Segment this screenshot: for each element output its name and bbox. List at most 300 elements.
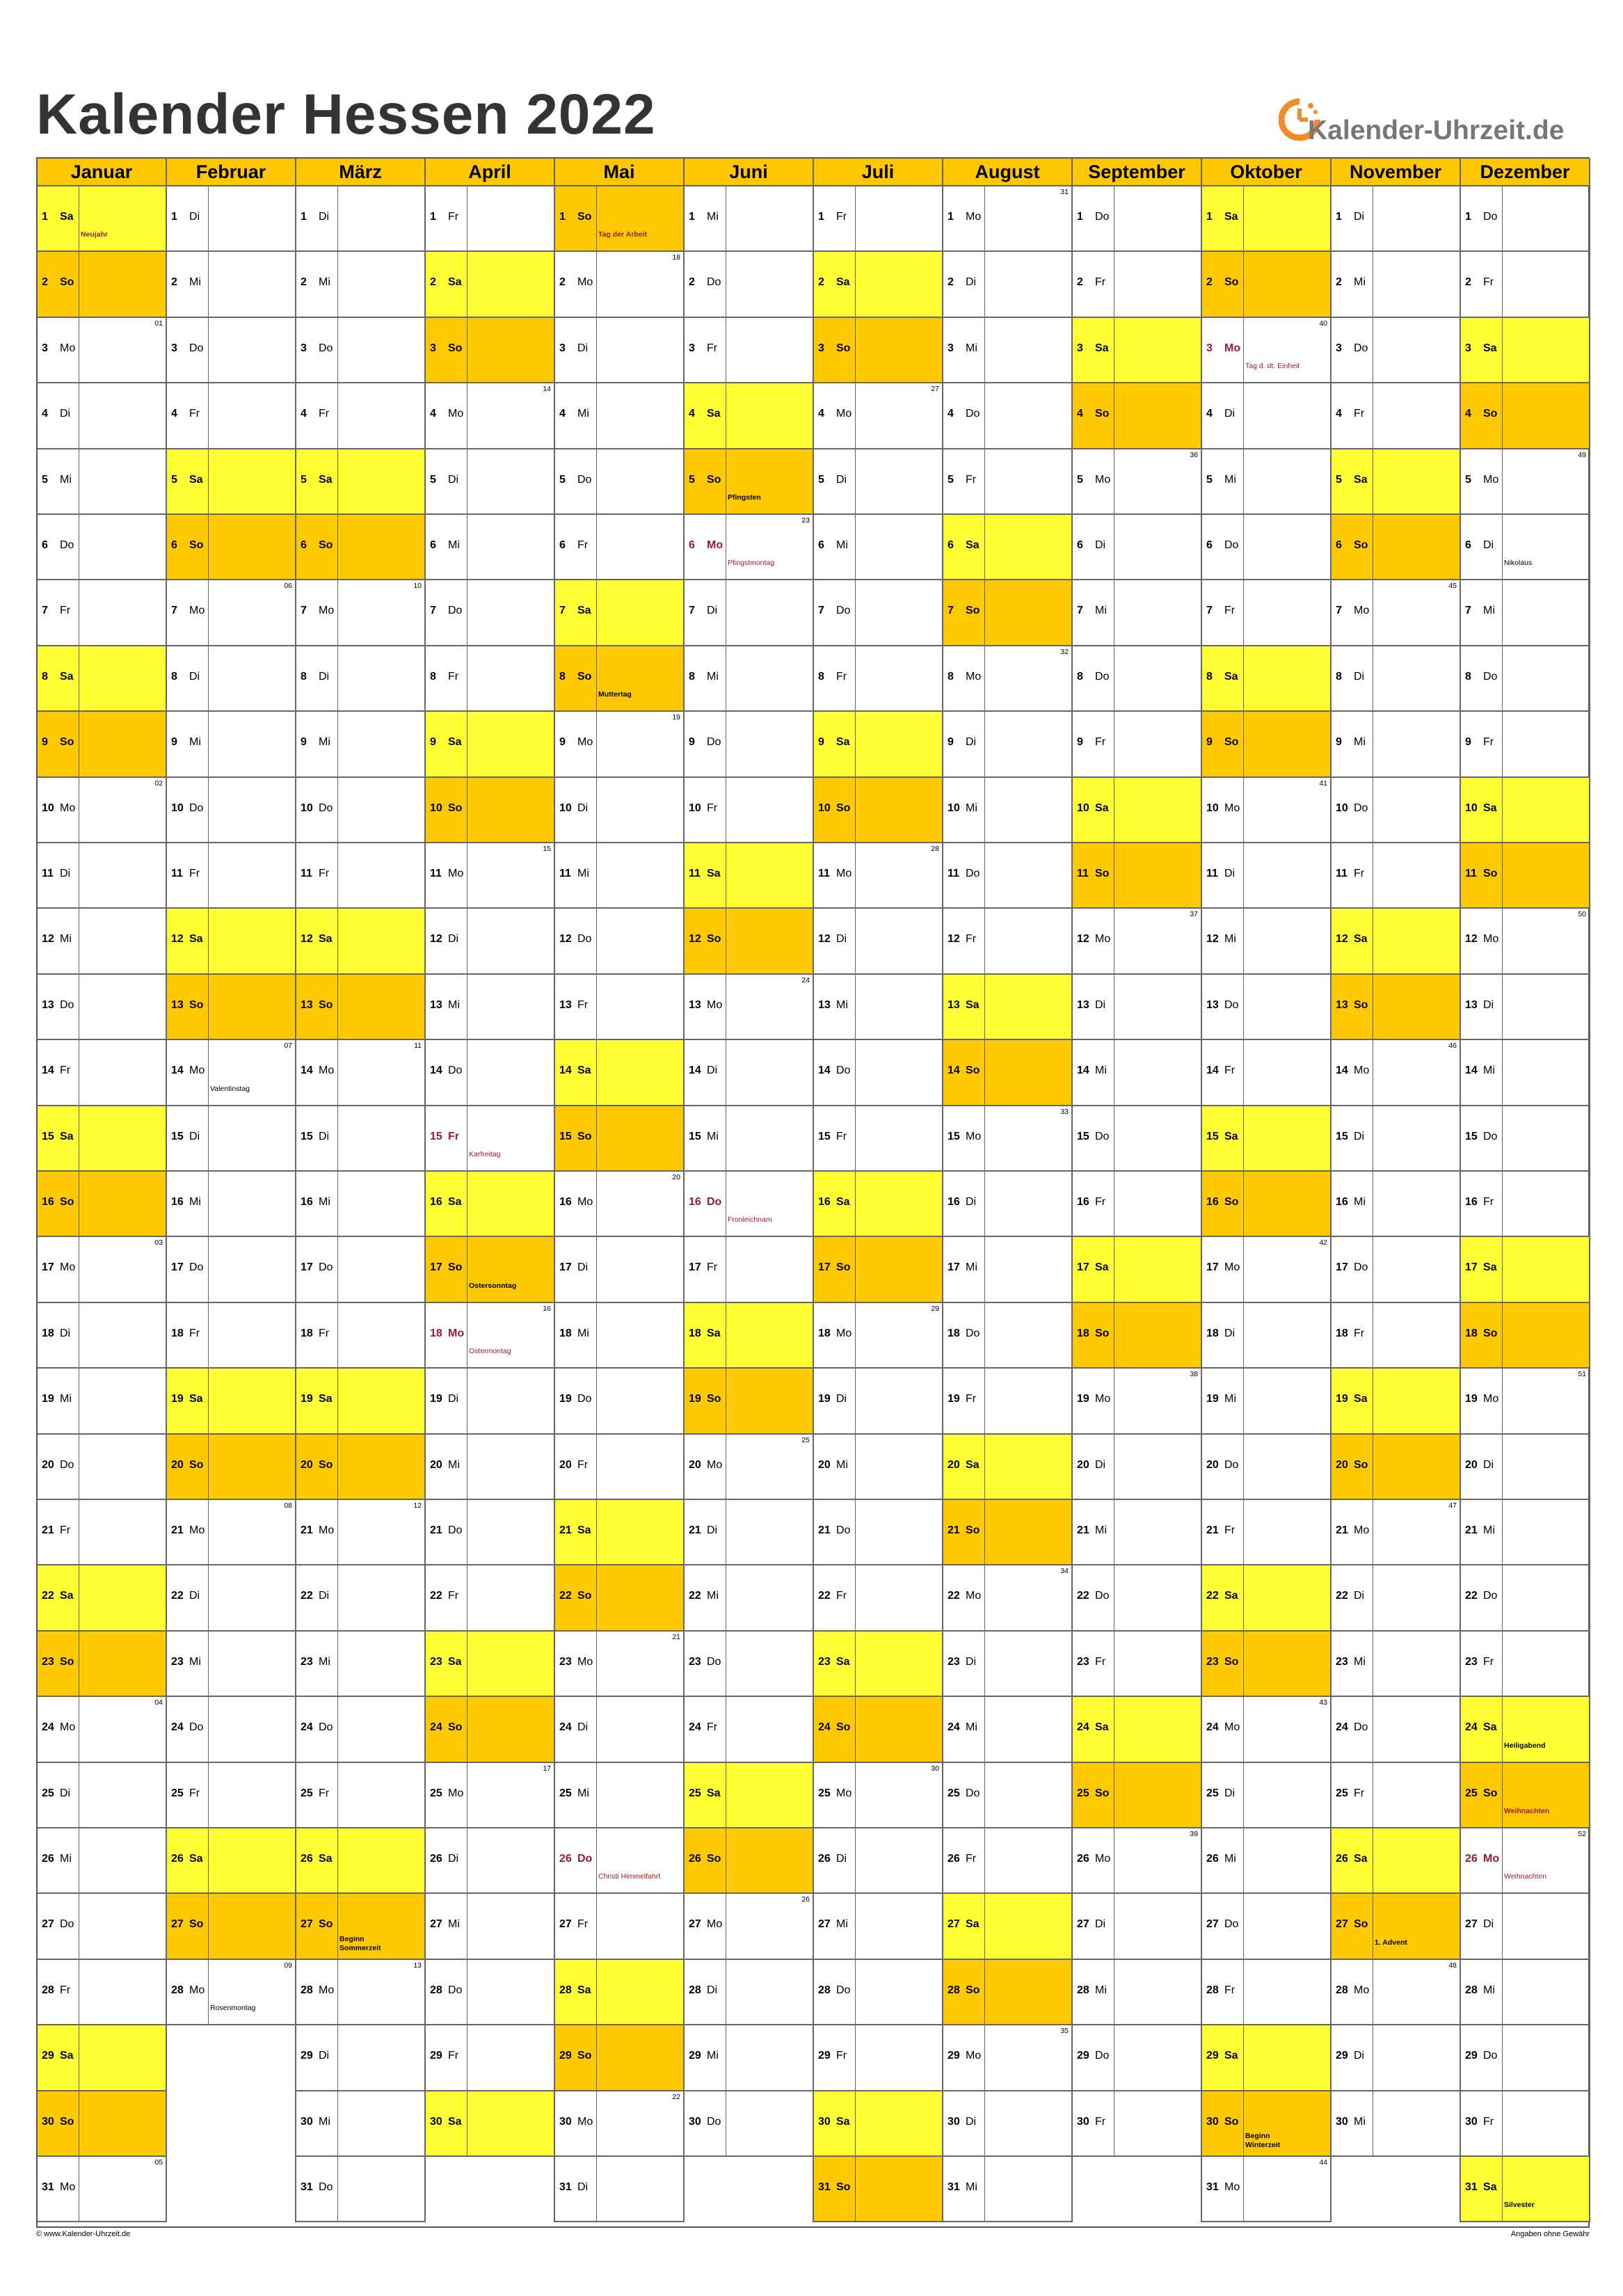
weekday-label: Mi [836,1458,848,1471]
day-cell [943,318,1073,383]
day-cell [814,975,943,1040]
day-cell [943,712,1073,777]
day-number: 10 [689,802,701,814]
day-note: Silvester [1504,2201,1535,2210]
weekday-label: Di [836,1853,847,1865]
day-number: 14 [948,1065,960,1077]
day-number: 30 [42,2115,54,2128]
day-number: 5 [818,473,824,486]
day-number: 14 [42,1065,54,1077]
day-number: 28 [559,1984,572,1996]
day-number: 4 [689,408,695,420]
day-number: 7 [1465,605,1471,617]
weekday-label: Sa [1354,933,1368,946]
day-cell [1332,1369,1461,1434]
day-number: 1 [301,211,307,223]
day-number: 8 [430,670,436,683]
day-number: 10 [1465,802,1478,814]
month-header: März [296,159,426,186]
day-cell [555,1172,685,1237]
day-cell [38,1040,167,1106]
day-cell [426,909,555,974]
week-number: 04 [154,1698,163,1707]
day-cell [38,1303,167,1369]
day-cell [426,1565,555,1631]
day-cell [1073,1960,1202,2025]
day-number: 10 [42,802,54,814]
weekday-label: Mi [189,736,201,749]
weekday-label: Do [319,342,333,354]
weekday-label: So [707,473,721,486]
weekday-label: Sa [60,1590,74,1602]
day-number: 26 [1336,1853,1348,1865]
day-cell [1202,1172,1332,1237]
day-number: 8 [948,670,954,683]
week-number: 14 [543,385,551,394]
day-number: 21 [1465,1524,1478,1536]
day-number: 19 [1077,1393,1089,1405]
day-cell [167,1435,296,1500]
weekday-label: Do [966,868,980,879]
day-number: 29 [1077,2050,1089,2062]
day-cell [685,646,814,712]
week-number: 27 [931,385,939,394]
day-cell [814,2157,943,2222]
day-number: 10 [171,802,184,814]
day-cell [1202,975,1332,1040]
day-cell [555,1565,685,1631]
weekday-label: So [1224,1655,1239,1668]
day-cell [1461,1369,1590,1434]
day-cell [1202,1303,1332,1369]
day-number: 26 [948,1853,960,1865]
day-number: 13 [1465,998,1478,1011]
day-cell [296,646,426,712]
day-note: Fronleichnam [728,1215,772,1225]
day-number: 19 [559,1393,572,1405]
weekday-label: Mi [707,670,719,683]
day-number: 17 [1206,1261,1219,1274]
weekday-label: Sa [836,1196,850,1208]
day-cell [1073,1565,1202,1631]
logo-text: Kalender-Uhrzeit.de [1308,115,1565,145]
weekday-label: Sa [1354,473,1368,486]
day-number: 6 [1336,539,1342,551]
day-number: 6 [1206,539,1213,551]
day-cell [1073,1237,1202,1302]
weekday-label: Mi [319,1196,330,1208]
day-cell [555,1106,685,1172]
weekday-label: Sa [319,933,333,946]
day-number: 17 [948,1261,960,1274]
weekday-label: Mo [707,1918,723,1931]
day-number: 16 [301,1196,313,1208]
day-number: 14 [430,1065,442,1077]
day-number: 23 [430,1655,442,1668]
week-number: 22 [672,2092,680,2101]
weekday-label: Sa [1095,802,1109,814]
weekday-label: Mo [577,736,593,749]
day-number: 1 [171,211,177,223]
day-number: 22 [1465,1590,1478,1602]
day-cell [1073,580,1202,646]
day-cell [814,778,943,843]
weekday-label: Do [319,1721,333,1734]
weekday-label: Do [1354,1721,1368,1734]
logo[interactable] [1279,89,1578,152]
day-number: 12 [689,933,701,946]
weekday-label: Do [707,2115,721,2128]
weekday-label: So [60,1196,74,1208]
month-column [685,159,814,2226]
week-number: 21 [672,1632,680,1641]
day-number: 23 [42,1655,54,1668]
day-cell [1073,646,1202,712]
day-cell [1202,1632,1332,1697]
day-cell [814,646,943,712]
week-number: 44 [1319,2158,1327,2167]
weekday-label: Mo [836,1327,852,1339]
day-cell [296,1763,426,1828]
week-number: 03 [154,1238,163,1247]
weekday-label: Sa [1224,211,1238,223]
day-number: 28 [1077,1984,1089,1996]
day-cell [167,449,296,515]
day-cell [814,1828,943,1894]
day-cell [296,186,426,252]
day-cell [38,712,167,777]
weekday-label: Mo [577,1655,593,1668]
day-number: 30 [1336,2115,1348,2128]
weekday-label: Di [1354,211,1365,223]
day-number: 5 [948,473,954,486]
weekday-label: So [189,539,204,551]
day-cell [426,1435,555,1500]
weekday-label: Di [189,1130,200,1142]
day-cell [943,1369,1073,1434]
day-cell [1332,975,1461,1040]
day-number: 2 [1206,276,1213,289]
day-cell [1332,1106,1461,1172]
day-cell [555,909,685,974]
day-number: 20 [1336,1458,1348,1471]
day-cell [296,1697,426,1762]
weekday-label: Fr [448,2050,459,2062]
weekday-label: Do [577,1393,592,1405]
day-cell [296,1828,426,1894]
day-cell [943,1303,1073,1369]
day-number: 5 [171,473,177,486]
day-cell [426,646,555,712]
day-cell [685,252,814,317]
day-cell [426,252,555,317]
day-cell [685,1960,814,2025]
weekday-label: Mi [189,276,201,289]
day-cell [38,646,167,712]
weekday-label: So [1354,1918,1368,1931]
weekday-label: Mo [1095,933,1111,946]
day-cell [296,1040,426,1106]
day-cell [1332,1763,1461,1828]
day-number: 23 [301,1655,313,1668]
weekday-label: Fr [1354,868,1365,879]
day-cell [555,449,685,515]
weekday-label: Mi [189,1655,201,1668]
day-number: 31 [1206,2181,1219,2193]
weekday-label: Di [966,276,977,289]
weekday-label: Mi [577,1327,589,1339]
day-cell [1332,318,1461,383]
day-cell [426,843,555,909]
weekday-label: Di [1095,998,1106,1011]
day-cell [814,2091,943,2157]
day-number: 6 [1077,539,1083,551]
weekday-label: Mi [1354,736,1366,749]
day-cell [555,252,685,317]
week-number: 06 [284,582,292,591]
day-number: 14 [1077,1065,1089,1077]
weekday-label: Mi [707,1130,719,1142]
day-number: 14 [1206,1065,1219,1077]
day-number: 22 [1077,1590,1089,1602]
weekday-label: Di [966,1196,977,1208]
day-cell [167,843,296,909]
day-cell [1461,449,1590,515]
day-number: 10 [1206,802,1219,814]
day-number: 5 [42,473,48,486]
weekday-label: Di [1354,670,1365,683]
day-number: 5 [301,473,307,486]
day-note: Weihnachten [1504,1806,1550,1815]
day-cell [1332,2025,1461,2091]
weekday-label: Mi [60,1393,72,1405]
weekday-label: Sa [577,605,591,617]
weekday-label: So [836,1261,851,1274]
weekday-label: Mi [966,342,977,354]
day-number: 29 [559,2050,572,2062]
day-note: Neujahr [81,230,109,239]
day-number: 10 [301,802,313,814]
day-number: 14 [818,1065,831,1077]
weekday-label: Fr [60,1065,71,1077]
weekday-label: Mi [60,473,72,486]
weekday-label: Mo [836,1787,852,1799]
day-number: 17 [1077,1261,1089,1274]
day-number: 19 [301,1393,313,1405]
day-cell [426,1237,555,1302]
day-number: 25 [559,1787,572,1799]
month-column [1332,159,1461,2226]
weekday-label: Mo [319,605,335,617]
day-cell [1461,383,1590,449]
day-number: 26 [559,1853,572,1865]
day-cell [426,1106,555,1172]
week-number: 12 [413,1501,422,1510]
day-number: 16 [948,1196,960,1208]
day-cell [685,712,814,777]
month-column [1202,159,1332,2226]
weekday-label: Sa [966,1458,980,1471]
day-cell [943,1763,1073,1828]
week-number: 05 [154,2158,163,2167]
day-number: 25 [689,1787,701,1799]
day-number: 25 [430,1787,442,1799]
weekday-label: Mo [1224,2181,1240,2193]
weekday-label: Fr [60,1524,71,1536]
weekday-label: Di [1483,539,1494,551]
weekday-label: Fr [1224,605,1236,617]
day-cell [1332,646,1461,712]
weekday-label: Fr [448,670,459,683]
day-cell [38,1500,167,1565]
weekday-label: Di [448,933,459,946]
day-cell [1073,186,1202,252]
day-cell [38,1435,167,1500]
day-number: 11 [818,868,830,879]
day-number: 23 [1336,1655,1348,1668]
weekday-label: Di [448,473,459,486]
day-cell [1073,2025,1202,2091]
weekday-label: Mi [1354,276,1366,289]
day-number: 4 [42,408,48,420]
day-cell [1461,580,1590,646]
weekday-label: Mo [60,2181,76,2193]
day-number: 31 [301,2181,313,2193]
day-number: 4 [1077,408,1083,420]
day-number: 8 [1077,670,1083,683]
weekday-label: Di [319,2050,330,2062]
day-number: 17 [301,1261,313,1274]
day-number: 7 [42,605,48,617]
month-column [555,159,685,2226]
day-cell [555,2157,685,2222]
weekday-label: So [966,1984,980,1996]
day-number: 23 [1465,1655,1478,1668]
weekday-label: Mo [448,868,464,879]
weekday-label: Do [836,1065,851,1077]
day-cell [1461,843,1590,909]
day-cell [167,1565,296,1631]
day-number: 22 [171,1590,184,1602]
day-number: 27 [1206,1918,1219,1931]
day-number: 7 [559,605,566,617]
day-number: 17 [1465,1261,1478,1274]
day-number: 20 [689,1458,701,1471]
day-number: 19 [818,1393,831,1405]
day-number: 23 [818,1655,831,1668]
weekday-label: Mi [966,802,977,814]
day-cell [555,843,685,909]
day-number: 30 [430,2115,442,2128]
day-cell [943,1500,1073,1565]
day-cell [555,1303,685,1369]
day-cell [1202,712,1332,777]
day-number: 25 [1465,1787,1478,1799]
weekday-label: Fr [966,933,977,946]
week-number: 17 [543,1764,551,1773]
day-cell [814,383,943,449]
day-number: 12 [171,933,184,946]
day-number: 12 [301,933,313,946]
day-number: 13 [818,998,831,1011]
weekday-label: Mi [836,539,848,551]
day-cell [685,186,814,252]
day-cell [167,186,296,252]
day-number: 19 [430,1393,442,1405]
weekday-label: Di [836,473,847,486]
weekday-label: Fr [707,802,718,814]
day-number: 30 [1465,2115,1478,2128]
day-cell [685,843,814,909]
day-cell [814,318,943,383]
weekday-label: So [1095,868,1110,879]
day-note: Rosenmontag [210,2004,256,2013]
day-number: 5 [1206,473,1213,486]
day-cell [38,580,167,646]
day-cell [1461,1894,1590,1959]
day-number: 2 [301,276,307,289]
day-number: 28 [689,1984,701,1996]
weekday-label: Di [1095,1918,1106,1931]
weekday-label: So [1095,1787,1110,1799]
day-number: 3 [430,342,436,354]
day-cell [814,1894,943,1959]
day-cell [1461,186,1590,252]
weekday-label: Mi [966,1721,977,1734]
weekday-label: Sa [1483,2181,1497,2193]
day-cell [685,1040,814,1106]
day-cell [1202,1763,1332,1828]
day-cell [1461,1237,1590,1302]
day-cell [814,449,943,515]
day-cell [814,1697,943,1762]
day-number: 23 [559,1655,572,1668]
day-cell [38,383,167,449]
day-number: 4 [559,408,566,420]
weekday-label: Sa [707,1787,721,1799]
day-number: 7 [948,605,954,617]
day-cell [296,1369,426,1434]
day-cell [555,1697,685,1762]
day-cell [1332,383,1461,449]
day-number: 14 [301,1065,313,1077]
weekday-label: Sa [836,2115,850,2128]
weekday-label: Mi [319,1655,330,1668]
day-number: 26 [301,1853,313,1865]
week-number: 46 [1448,1042,1457,1051]
day-cell [38,1565,167,1631]
day-number: 10 [1077,802,1089,814]
weekday-label: Fr [1095,736,1106,749]
day-cell [296,1435,426,1500]
day-cell [296,515,426,580]
weekday-label: Do [966,408,980,420]
day-number: 9 [1465,736,1471,749]
day-number: 26 [1465,1853,1478,1865]
day-number: 27 [430,1918,442,1931]
day-number: 18 [559,1327,572,1339]
day-cell [685,1303,814,1369]
day-number: 10 [818,802,831,814]
day-number: 8 [301,670,307,683]
day-cell [1073,449,1202,515]
day-number: 8 [818,670,824,683]
day-cell [943,580,1073,646]
day-number: 4 [1336,408,1342,420]
weekday-label: Do [1483,2050,1498,2062]
day-cell [296,1960,426,2025]
day-cell [1332,1894,1461,1959]
